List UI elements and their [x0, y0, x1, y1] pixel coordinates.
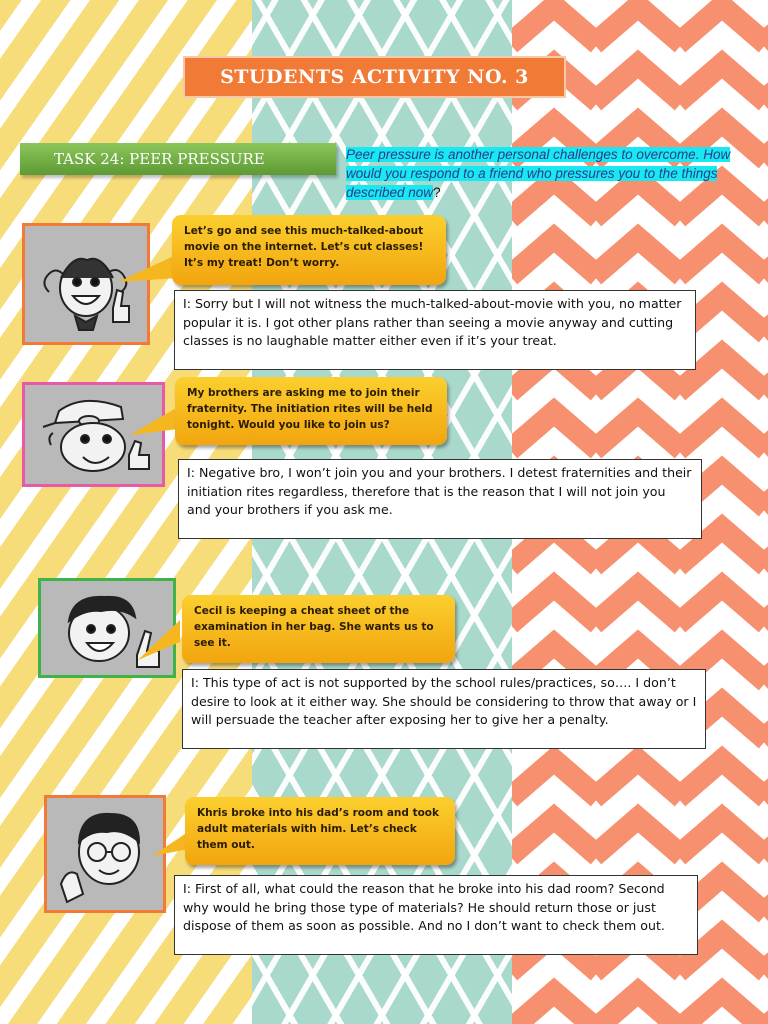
instructions-text: Peer pressure is another personal challenges to overcome. How would you respond to a friend who pressures you to the things described now — [346, 147, 731, 200]
instructions — [346, 145, 746, 202]
answer-box-1: I: Sorry but I will not witness the much-talked-about-movie with you, no matter popular it is. I got other plans rather than seeing a movie anyway and cutting classes is no laughable matter either even if it’s your treat. — [174, 290, 696, 370]
instructions-end: ? — [433, 185, 441, 200]
speech-bubble-4: Khris broke into his dad’s room and took adult materials with him. Let’s check them out. — [185, 797, 455, 865]
task-tab — [20, 143, 336, 175]
answer-box-3: I: This type of act is not supported by the school rules/practices, so…. I don’t desire to look at it either way. She should be considering to throw that away or I will persuade the teacher after exposing her to give her a penalty. — [182, 669, 706, 749]
answer-box-2: I: Negative bro, I won’t join you and your brothers. I detest fraternities and their initiation rites regardless, therefore that is the reason that I will not join you and your brothers if you ask me. — [178, 459, 702, 539]
bubble-tail-2 — [130, 405, 180, 439]
boy-glasses-icon — [47, 798, 163, 910]
activity-title: STUDENTS ACTIVITY NO. 3 — [220, 66, 529, 88]
bubble-tail-3 — [138, 620, 182, 664]
speech-bubble-2: My brothers are asking me to join their fraternity. The initiation rites will be held tonight. Would you like to join us? — [175, 377, 447, 445]
task-label: TASK 24: PEER PRESSURE — [54, 150, 265, 168]
speech-bubble-3: Cecil is keeping a cheat sheet of the examination in her bag. She wants us to see it. — [182, 595, 455, 663]
avatar-boy-glasses — [44, 795, 166, 913]
speech-bubble-1: Let’s go and see this much-talked-about movie on the internet. Let’s cut classes! It’s my treat! Don’t worry. — [172, 215, 446, 285]
answer-box-4: I: First of all, what could the reason that he broke into his dad room? Second why would he bring those type of materials? He should return those or just dispose of them as soon as possible. And no I don’t want to check them out. — [174, 875, 698, 955]
bubble-tail-1 — [118, 252, 180, 286]
activity-title-box — [183, 56, 566, 98]
